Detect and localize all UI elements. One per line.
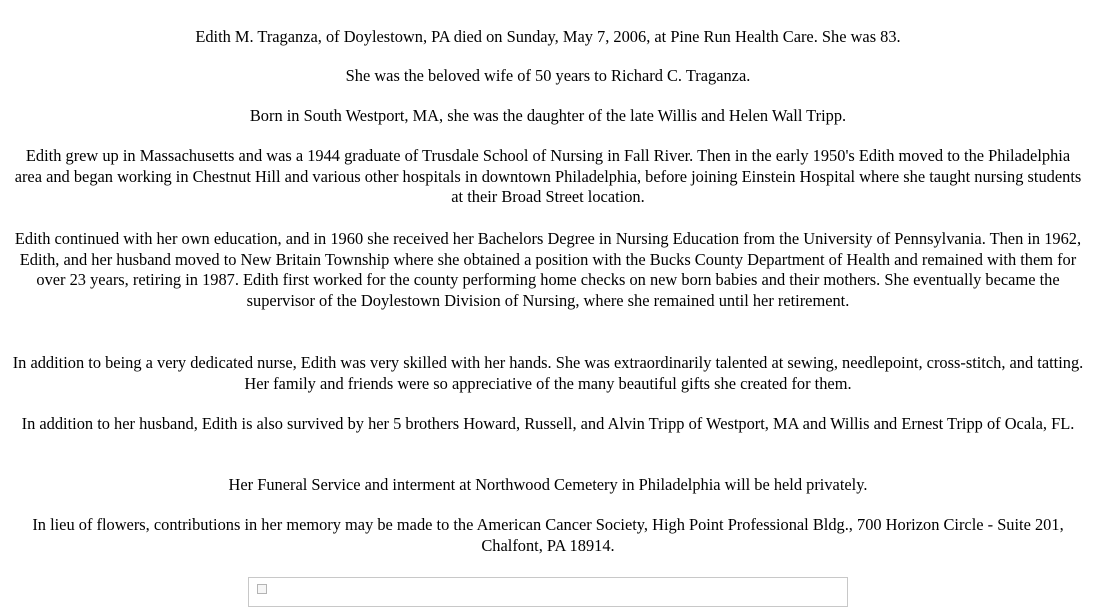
obituary-paragraph-contributions: In lieu of flowers, contributions in her memory may be made to the American Cancer Society, High Point Professional Bldg., 700 Horizon Circle - Suite 201, Chalfont, PA 18914. (32, 515, 1064, 555)
obituary-paragraph-hobbies: In addition to being a very dedicated nurse, Edith was very skilled with her hands. She was extraordinarily talented at sewing, needlepoint, cross-stitch, and tatting. Her family and friends were so appreciative of the many beautiful gifts she created for them. (12, 353, 1084, 393)
embedded-frame (248, 577, 848, 607)
obituary-paragraph-funeral: Her Funeral Service and interment at Northwood Cemetery in Philadelphia will be held privately. (228, 475, 868, 494)
frame-checkbox[interactable] (257, 584, 267, 594)
obituary-paragraph-birth: Born in South Westport, MA, she was the daughter of the late Willis and Helen Wall Tripp. (249, 106, 847, 125)
obituary-paragraph-education-career: Edith continued with her own education, and in 1960 she received her Bachelors Degree in Nursing Education from the University of Pennsylvania. Then in 1962, Edith, and her husband moved to New Britain Township where she obtained a position with the Bucks County Department of Health and remained with them for over 23 years, retiring in 1987. Edith first worked for the county performing home checks on new born babies and their mothers. She eventually became the supervisor of the Doylestown Division of Nursing, where she remained until her retirement. (14, 229, 1082, 310)
obituary-paragraph-spouse: She was the beloved wife of 50 years to Richard C. Traganza. (345, 66, 751, 85)
obituary-paragraph-death-notice: Edith M. Traganza, of Doylestown, PA died on Sunday, May 7, 2006, at Pine Run Health Care. She was 83. (195, 27, 901, 46)
obituary-paragraph-survivors: In addition to her husband, Edith is also survived by her 5 brothers Howard, Russell, and Alvin Tripp of Westport, MA and Willis and Ernest Tripp of Ocala, FL. (21, 414, 1075, 433)
obituary-paragraph-early-career: Edith grew up in Massachusetts and was a 1944 graduate of Trusdale School of Nursing in Fall River. Then in the early 1950's Edith moved to the Philadelphia area and began working in Chestnut Hill and various other hospitals in downtown Philadelphia, before joining Einstein Hospital where she taught nursing students at their Broad Street location. (14, 146, 1082, 207)
